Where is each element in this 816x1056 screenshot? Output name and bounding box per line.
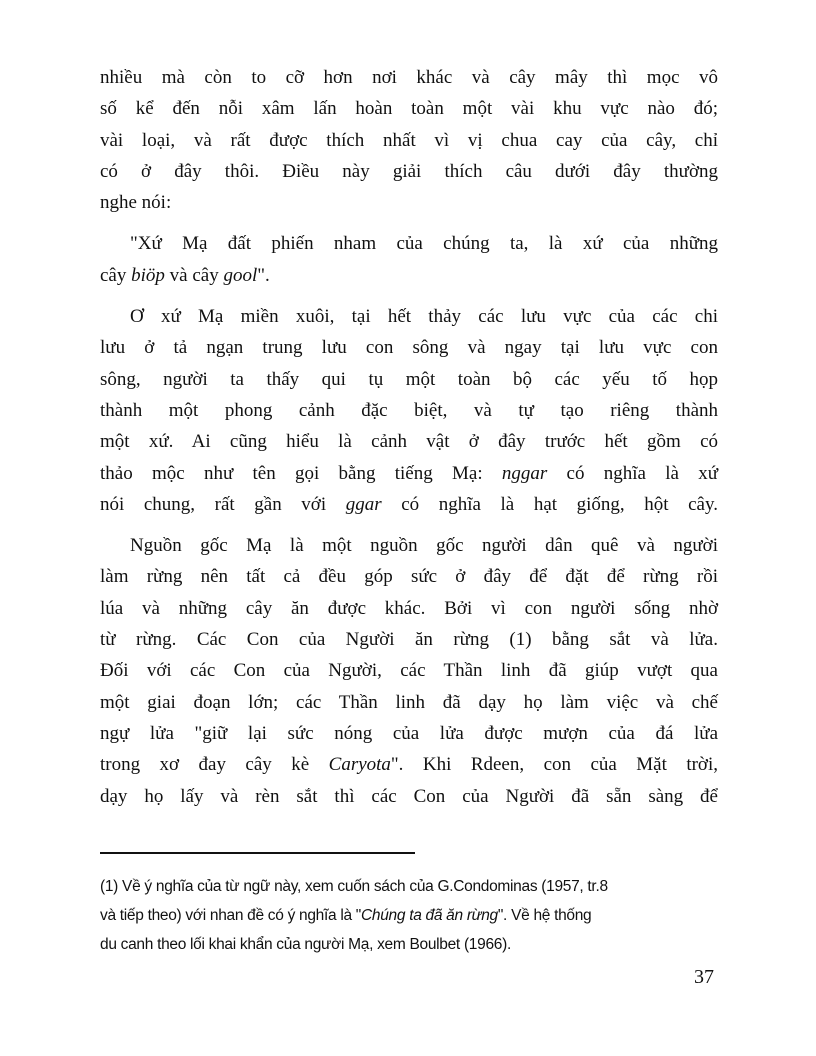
text-line: thành một phong cảnh đặc biệt, và tự tạo riêng thành [100, 399, 718, 421]
footnote-line: và tiếp theo) với nhan đề có ý nghĩa là "Chúng ta đã ăn rừng". Về hệ thống [100, 907, 592, 924]
paragraph-2-quote [100, 228, 718, 291]
text-line: số kể đến nỗi xâm lấn hoàn toàn một vài khu vực nào đó; [100, 98, 718, 120]
footnote-line: (1) Về ý nghĩa của từ ngữ này, xem cuốn sách của G.Condominas (1957, tr.8 [100, 878, 608, 895]
page-number: 37 [694, 966, 714, 988]
text-line: Đối với các Con của Người, các Thần linh đã giúp vượt qua [100, 660, 718, 682]
text-line: cây biöp và cây gool". [100, 264, 270, 286]
text-line: một giai đoạn lớn; các Thần linh đã dạy họ làm việc và chế [100, 691, 718, 713]
text-line: "Xứ Mạ đất phiến nham của chúng ta, là xứ của những [130, 233, 718, 255]
text-line: một xứ. Ai cũng hiểu là cảnh vật ở đây trước hết gồm có [100, 431, 718, 453]
paragraph-1 [100, 62, 718, 218]
footnote [100, 872, 718, 959]
text-line: làm rừng nên tất cả đều góp sức ở đây để đặt để rừng rồi [100, 566, 718, 588]
text-line: thảo mộc như tên gọi bằng tiếng Mạ: nggar có nghĩa là xứ [100, 462, 718, 484]
text-line: vài loại, và rất được thích nhất vì vị chua cay của cây, chỉ [100, 129, 718, 151]
paragraph-3 [100, 301, 718, 520]
footnote-line: du canh theo lối khai khẩn của người Mạ, xem Boulbet (1966). [100, 936, 511, 953]
paragraph-4 [100, 530, 718, 812]
text-line: lưu ở tả ngạn trung lưu con sông và ngay tại lưu vực con [100, 337, 718, 359]
text-line: lúa và những cây ăn được khác. Bởi vì con người sống nhờ [100, 597, 718, 619]
text-line: trong xơ đay cây kè Caryota". Khi Rdeen, con của Mặt trời, [100, 754, 718, 776]
footnote-divider [100, 852, 415, 854]
page-body [100, 62, 718, 812]
text-line: từ rừng. Các Con của Người ăn rừng (1) bằng sắt và lửa. [100, 629, 718, 651]
text-line: có ở đây thôi. Điều này giải thích câu dưới đây thường [100, 160, 718, 182]
text-line: Ơ xứ Mạ miền xuôi, tại hết thảy các lưu vực của các chi [130, 306, 718, 328]
text-line: sông, người ta thấy qui tụ một toàn bộ các yếu tố họp [100, 368, 718, 390]
text-line: dạy họ lấy và rèn sắt thì các Con của Người đã sẵn sàng để [100, 785, 718, 807]
text-line: Nguồn gốc Mạ là một nguồn gốc người dân quê và người [130, 535, 718, 557]
text-line: ngự lửa "giữ lại sức nóng của lửa được mượn của đá lửa [100, 722, 718, 744]
text-line: nói chung, rất gần với ggar có nghĩa là hạt giống, hột cây. [100, 493, 718, 515]
text-line: nhiều mà còn to cỡ hơn nơi khác và cây mây thì mọc vô [100, 67, 718, 88]
text-line: nghe nói: [100, 192, 172, 214]
